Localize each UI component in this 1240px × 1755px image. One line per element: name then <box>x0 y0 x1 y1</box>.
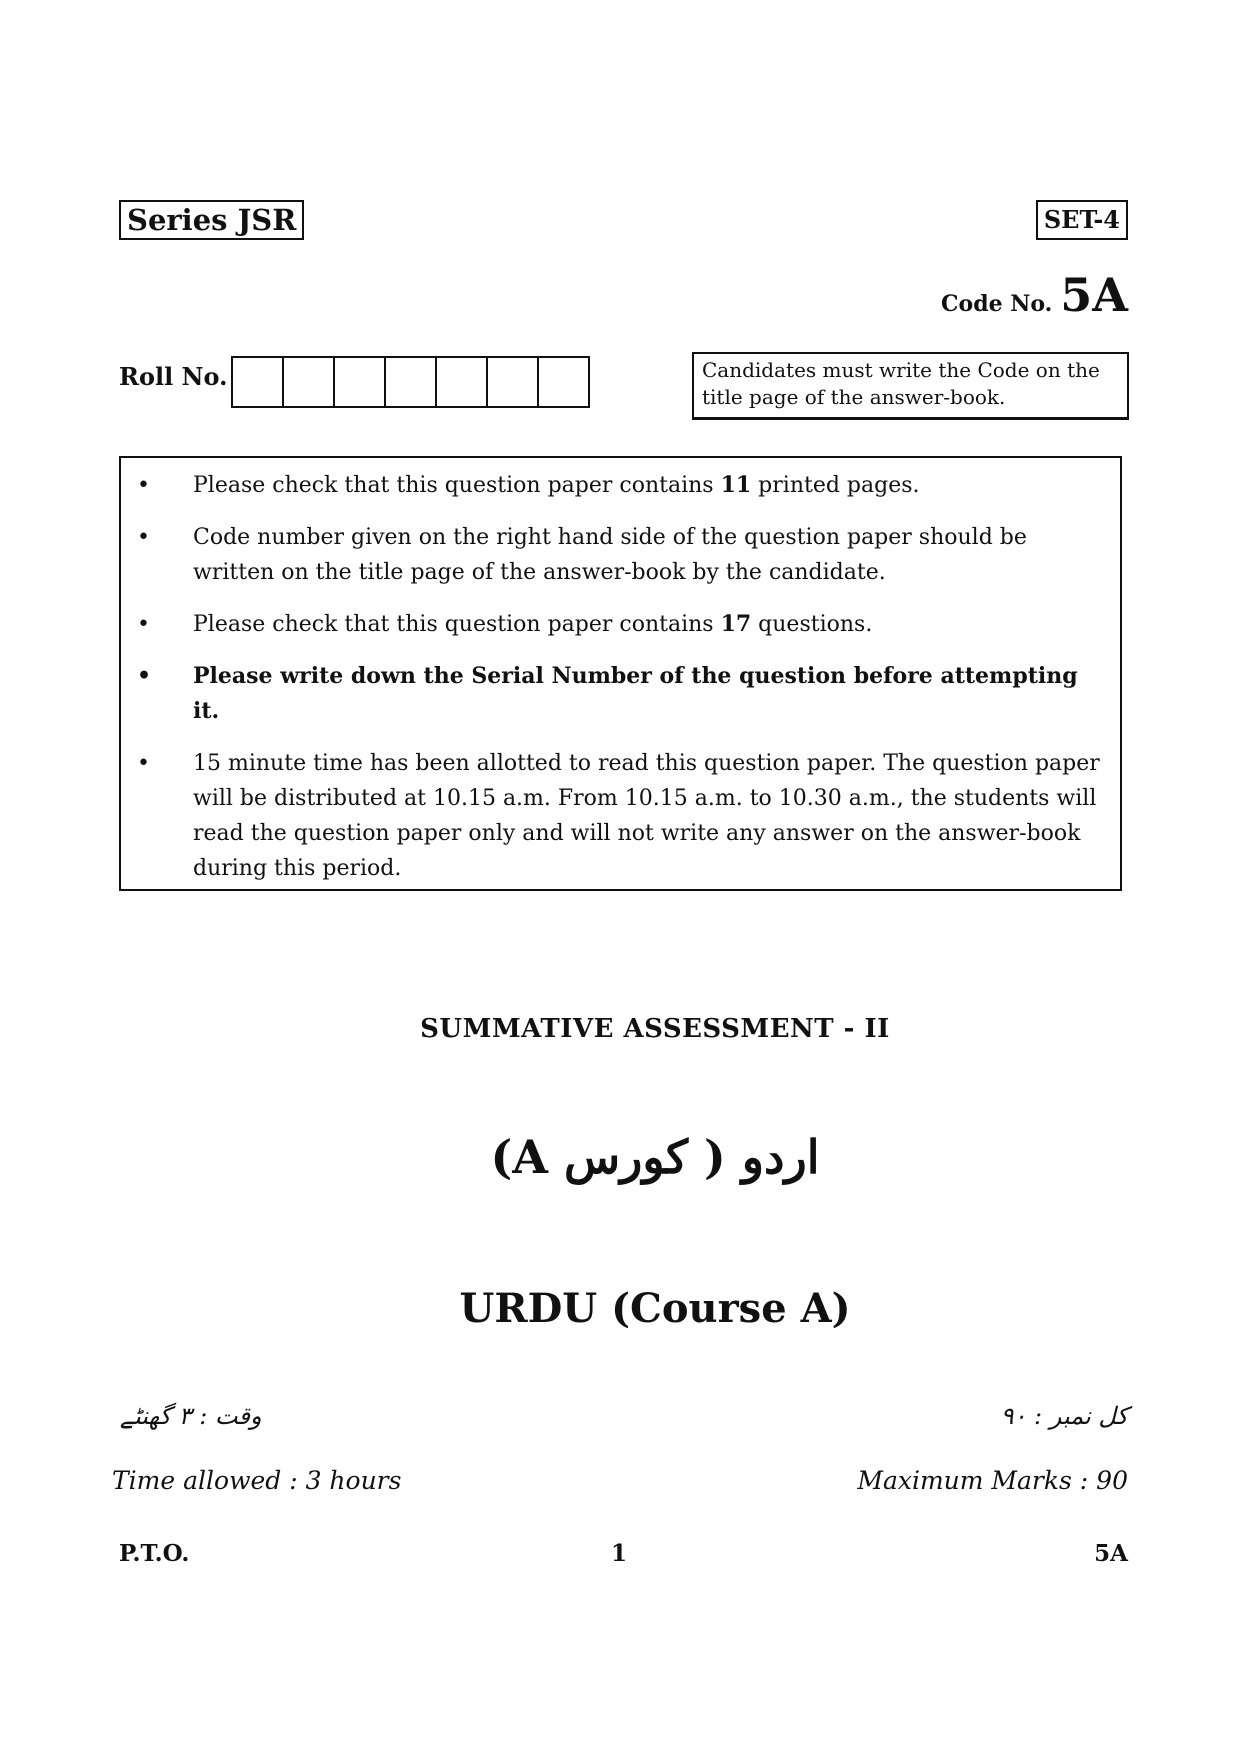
instruction-item <box>121 607 1120 642</box>
instruction-text: Please write down the Serial Number of the question before attempting it. <box>193 663 1078 724</box>
code-label: Code No. <box>941 291 1053 317</box>
roll-no-cell[interactable] <box>539 358 588 406</box>
instructions-box <box>119 456 1122 891</box>
assessment-title: SUMMATIVE ASSESSMENT - II <box>420 1014 890 1044</box>
candidates-note-line: Candidates must write the Code on the <box>702 358 1100 382</box>
set-label: SET-4 <box>1036 200 1128 240</box>
instruction-text: Please check that this question paper contains <box>193 473 721 498</box>
instruction-item <box>121 520 1120 590</box>
roll-no-cell[interactable] <box>386 358 437 406</box>
bullet-icon: • <box>137 525 150 550</box>
maximum-marks: Maximum Marks : 90 <box>857 1466 1128 1495</box>
instruction-item <box>121 468 1120 503</box>
bullet-icon: • <box>137 612 150 637</box>
subject-title: URDU (Course A) <box>459 1285 851 1332</box>
bullet-icon: • <box>137 751 150 776</box>
urdu-subject-title: اردو ( کورس A) <box>490 1130 820 1184</box>
instruction-count: 17 <box>720 611 752 637</box>
instruction-text: Please check that this question paper contains <box>193 612 721 637</box>
series-label: Series JSR <box>119 200 304 240</box>
instruction-item <box>121 659 1120 729</box>
instruction-text: 15 minute time has been allotted to read this question paper. The question paper will be distributed at 10.15 a.m. From 10.15 a.m. to 10.30 a.m., the students will read the question paper only and will not write any answer on the answer-book during this period. <box>193 751 1100 881</box>
instruction-text: printed pages. <box>751 473 920 498</box>
bullet-icon: • <box>137 473 150 498</box>
time-urdu: وقت : ۳ گھنٹے <box>120 1402 262 1430</box>
footer-pto: P.T.O. <box>119 1540 190 1567</box>
footer-code: 5A <box>1094 1540 1128 1567</box>
page-number: 1 <box>611 1540 628 1567</box>
roll-no-cell[interactable] <box>488 358 539 406</box>
roll-no-boxes <box>231 356 590 408</box>
instruction-text: questions. <box>751 612 873 637</box>
roll-no-cell[interactable] <box>437 358 488 406</box>
candidates-note <box>692 352 1129 420</box>
instruction-count: 11 <box>720 472 752 498</box>
instruction-item <box>121 746 1120 886</box>
marks-urdu: کل نمبر : ۹۰ <box>1000 1402 1128 1430</box>
code-value: 5A <box>1060 268 1128 322</box>
roll-no-cell[interactable] <box>335 358 386 406</box>
code-number <box>941 268 1128 322</box>
bullet-icon: • <box>137 663 152 689</box>
roll-no-cell[interactable] <box>284 358 335 406</box>
roll-no-cell[interactable] <box>233 358 284 406</box>
instruction-text: Code number given on the right hand side of the question paper should be written on the title page of the answer-book by the candidate. <box>193 525 1027 585</box>
candidates-note-line: title page of the answer-book. <box>702 385 1006 409</box>
roll-no-label: Roll No. <box>119 362 228 391</box>
time-allowed: Time allowed : 3 hours <box>112 1466 402 1495</box>
